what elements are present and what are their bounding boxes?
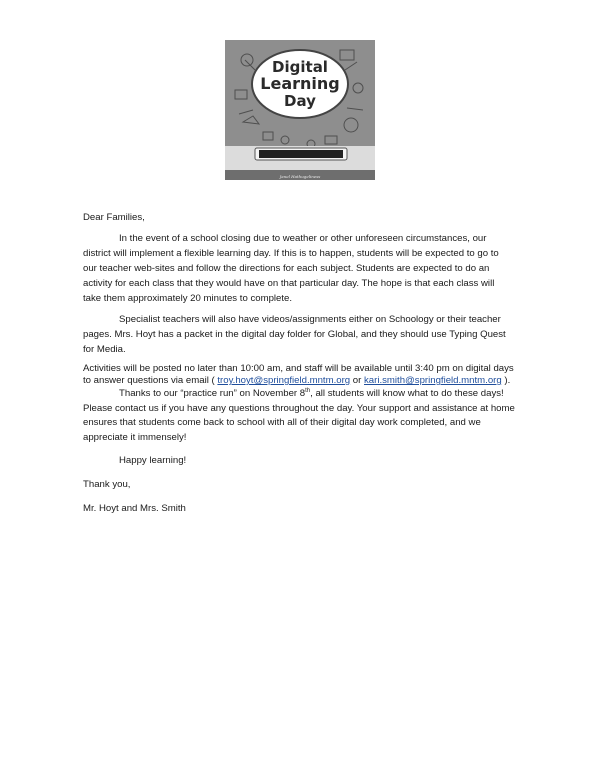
practice-run-start: Thanks to our “practice run” on November 8 [119,388,306,399]
email-link-hoyt[interactable]: troy.hoyt@springfield.mntm.org [217,375,351,386]
activities-end: ). [501,375,511,386]
letter-body [83,210,515,522]
ordinal-suffix: th [305,387,311,394]
paragraph-closing-policy: In the event of a school closing due to weather or other unforeseen circumstances, our district will implement a flexible learning day. If this is to happen, students will be expected to go to our teacher web-sites and follow the directions for each subject. Students are expected to do an activity for each class that they would have on that particular day. The hope is that each class will take them approximately 20 minutes to complete. [83,233,499,304]
banner-title-line2: Learning [260,74,340,93]
banner-title-line1: Digital [272,58,328,76]
email-link-smith[interactable]: kari.smith@springfield.mntm.org [364,375,502,386]
activities-or: or [350,375,364,386]
digital-learning-day-banner [225,40,375,180]
thank-you: Thank you, [83,479,131,490]
greeting: Dear Families, [83,212,145,223]
banner-signature: Janel Hathugeliness [279,174,321,179]
signoff: Mr. Hoyt and Mrs. Smith [83,503,186,514]
paragraph-practice-run [83,387,515,445]
practice-run-rest: , all students will know what to do these days! Please contact us if you have any questions throughout the day. Your support and assistance at home ensures that students come back to school with all of their digital day work completed, and we appreciate it immensely! [83,388,515,443]
paragraph-activities [83,363,515,387]
happy-learning: Happy learning! [119,455,187,466]
paragraph-specialist-teachers: Specialist teachers will also have videos/assignments either on Schoology or their teacher pages. Mrs. Hoyt has a packet in the digital day folder for Global, and they should use Typing Quest for Media. [83,314,506,355]
banner-title-line3: Day [284,92,316,110]
activities-text: Activities will be posted no later than 10:00 am, and staff will be available until 3:40 pm on digital days to answer questions via email ( [83,363,514,386]
